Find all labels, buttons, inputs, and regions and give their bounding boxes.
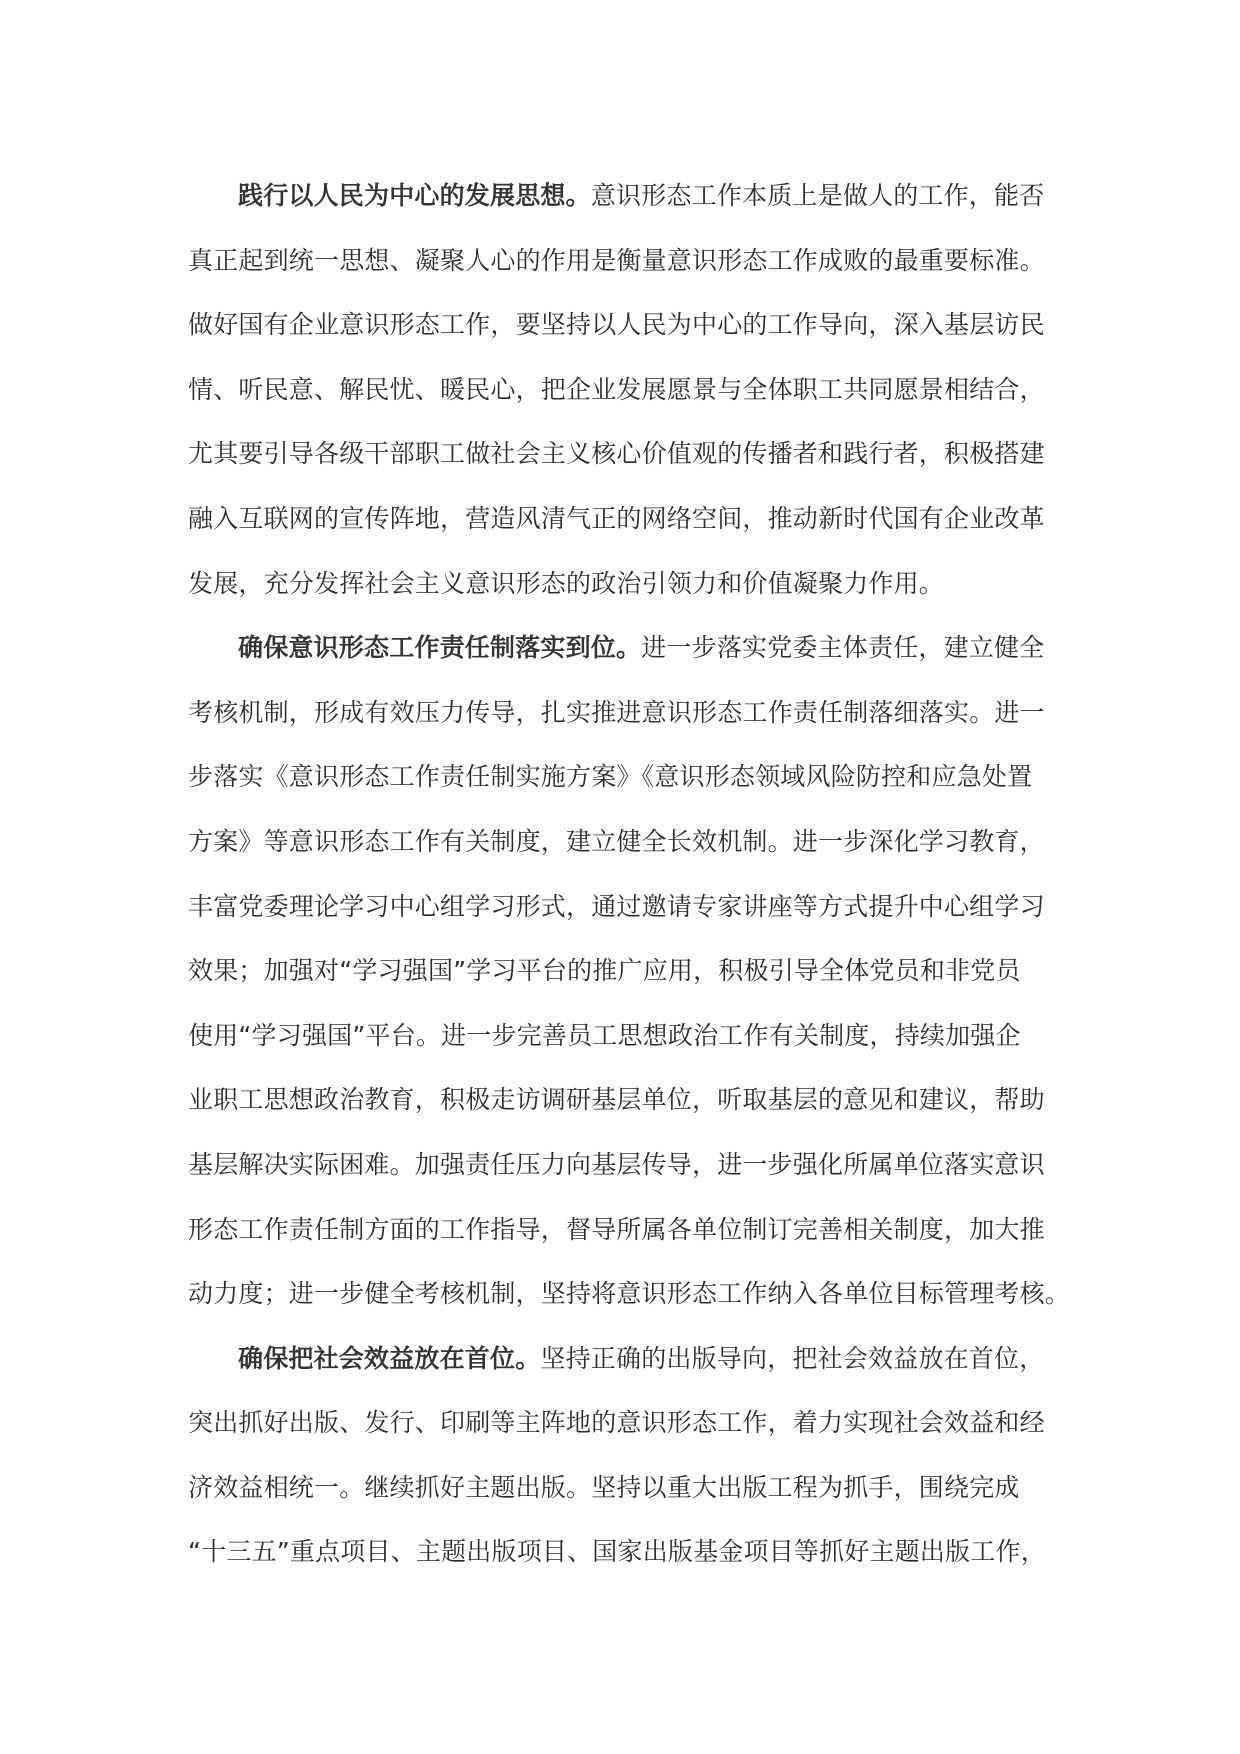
paragraph-text: 意识形态工作本质上是做人的工作，能否	[590, 181, 1045, 210]
paragraph-line: 济效益相统一。继续抓好主题出版。坚持以重大出版工程为抓手，围绕完成	[188, 1472, 1020, 1502]
paragraph-line: 考核机制，形成有效压力传导，扎实推进意识形态工作责任制落细落实。进一	[188, 697, 1045, 727]
paragraph-line: 形态工作责任制方面的工作指导，督导所属各单位制订完善相关制度，加大推	[188, 1214, 1045, 1244]
paragraph-line: 业职工思想政治教育，积极走访调研基层单位，听取基层的意见和建议，帮助	[188, 1085, 1045, 1115]
paragraph-line: 真正起到统一思想、凝聚人心的作用是衡量意识形态工作成败的最重要标准。	[188, 245, 1045, 275]
paragraph-line: 情、听民意、解民忧、暖民心，把企业发展愿景与全体职工共同愿景相结合，	[188, 374, 1045, 404]
paragraph-first-line	[188, 1327, 1068, 1392]
paragraph-text: 坚持正确的出版导向，把社会效益放在首位，	[540, 1343, 1045, 1373]
paragraph-first-line	[188, 616, 1068, 681]
paragraph-social-benefit	[188, 1327, 1068, 1585]
paragraph-lead-heading: 践行以人民为中心的发展思想。	[238, 181, 591, 210]
paragraph-text: 进一步落实党委主体责任，建立健全	[641, 633, 1045, 663]
paragraph-lead-heading: 确保意识形态工作责任制落实到位。	[238, 633, 642, 663]
paragraph-lead-heading: 确保把社会效益放在首位。	[238, 1343, 541, 1373]
paragraph-line: 丰富党委理论学习中心组学习形式，通过邀请专家讲座等方式提升中心组学习	[188, 891, 1045, 921]
paragraph-line: 使用“学习强国”平台。进一步完善员工思想政治工作有关制度，持续加强企	[188, 1020, 1021, 1050]
paragraph-line: 尤其要引导各级干部职工做社会主义核心价值观的传播者和践行者，积极搭建	[188, 439, 1045, 469]
paragraph-line: 动力度；进一步健全考核机制，坚持将意识形态工作纳入各单位目标管理考核。	[188, 1279, 1071, 1309]
paragraph-line: 发展，充分发挥社会主义意识形态的政治引领力和价值凝聚力作用。	[188, 568, 945, 598]
paragraph-line: 融入互联网的宣传阵地，营造风清气正的网络空间，推动新时代国有企业改革	[188, 503, 1045, 533]
paragraph-people-centered	[188, 164, 1068, 616]
paragraph-line: 效果；加强对“学习强国”学习平台的推广应用，积极引导全体党员和非党员	[188, 956, 1021, 986]
paragraph-responsibility-system	[188, 616, 1071, 1327]
paragraph-line: “十三五”重点项目、主题出版项目、国家出版基金项目等抓好主题出版工作，	[188, 1537, 1046, 1567]
paragraph-first-line	[188, 164, 1068, 229]
paragraph-line: 基层解决实际困难。加强责任压力向基层传导，进一步强化所属单位落实意识	[188, 1149, 1045, 1179]
paragraph-line: 方案》等意识形态工作有关制度，建立健全长效机制。进一步深化学习教育，	[188, 826, 1045, 856]
paragraph-line: 步落实《意识形态工作责任制实施方案》《意识形态领域风险防控和应急处置	[188, 762, 1033, 792]
paragraph-line: 突出抓好出版、发行、印刷等主阵地的意识形态工作，着力实现社会效益和经	[188, 1408, 1045, 1438]
paragraph-line: 做好国有企业意识形态工作，要坚持以人民为中心的工作导向，深入基层访民	[188, 310, 1045, 340]
document-body	[188, 164, 1071, 1585]
